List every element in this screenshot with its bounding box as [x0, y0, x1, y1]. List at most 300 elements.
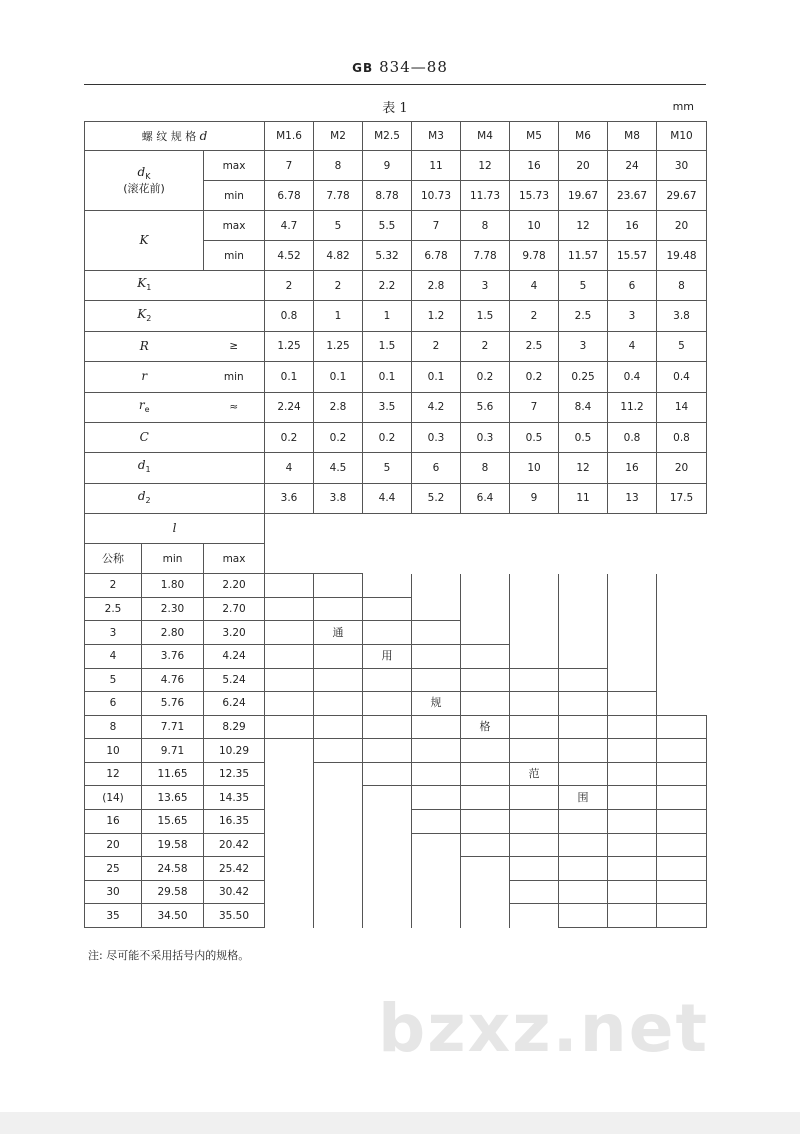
table-caption [84, 97, 706, 117]
range-cell [314, 857, 363, 881]
range-cell [657, 762, 707, 786]
param-label-symbol: R [139, 338, 149, 353]
length-value: (14) [85, 786, 142, 810]
param-value: 14 [657, 392, 707, 422]
range-cell [363, 621, 412, 645]
range-cell [461, 739, 510, 763]
length-value: 16 [85, 810, 142, 834]
range-cell [657, 833, 707, 857]
param-value: 8 [461, 453, 510, 483]
param-value: 2.8 [412, 271, 461, 301]
size-header-cell: M2.5 [363, 122, 412, 151]
k-min-value: 9.78 [510, 241, 559, 271]
k-label-symbol: K [139, 233, 149, 247]
param-value: 17.5 [657, 483, 707, 513]
k-max-value: 20 [657, 211, 707, 241]
k-min-value: 6.78 [412, 241, 461, 271]
range-cell [608, 833, 657, 857]
param-value: 3.8 [657, 301, 707, 331]
range-cell [608, 668, 657, 692]
param-value: 0.8 [265, 301, 314, 331]
range-cell [461, 668, 510, 692]
range-cell [265, 715, 314, 739]
range-cell [559, 762, 608, 786]
range-cell [510, 857, 559, 881]
range-cell [657, 621, 707, 645]
param-value: 0.1 [412, 362, 461, 392]
standard-number: 834—88 [379, 58, 448, 76]
range-cell [657, 692, 707, 716]
range-cell [363, 597, 412, 621]
range-cell [608, 880, 657, 904]
dk-min-value: 11.73 [461, 181, 510, 211]
range-cell [363, 833, 412, 857]
range-cell [510, 621, 559, 645]
param-label-symbol: r [141, 369, 148, 384]
param-value: 5 [657, 331, 707, 361]
param-value: 9 [510, 483, 559, 513]
range-cell [608, 762, 657, 786]
range-cell [363, 880, 412, 904]
param-row [85, 392, 707, 422]
length-value: 25 [85, 857, 142, 881]
range-cell [412, 739, 461, 763]
range-cell [265, 810, 314, 834]
param-label [85, 483, 204, 513]
length-header-row [85, 514, 707, 544]
dk-max-value: 11 [412, 151, 461, 181]
length-value: 3.20 [204, 621, 265, 645]
param-qualifier: ≥ [204, 331, 265, 361]
param-value: 3.6 [265, 483, 314, 513]
length-row [85, 621, 707, 645]
dk-min-value: 23.67 [608, 181, 657, 211]
range-label: 规 [430, 696, 442, 710]
dk-min-value: 10.73 [412, 181, 461, 211]
k-label [85, 211, 204, 271]
param-value: 1.25 [314, 331, 363, 361]
size-header-cell: M5 [510, 122, 559, 151]
dk-max-value: 8 [314, 151, 363, 181]
param-value: 6 [608, 271, 657, 301]
range-cell [314, 810, 363, 834]
param-row [85, 362, 707, 392]
length-col-label [142, 544, 204, 574]
range-cell [510, 762, 559, 786]
length-value: 30.42 [204, 880, 265, 904]
length-value: 4.24 [204, 644, 265, 668]
param-value: 0.4 [608, 362, 657, 392]
length-row [85, 810, 707, 834]
range-cell [510, 644, 559, 668]
dk-label-subscript: K [145, 172, 151, 182]
param-value: 2 [412, 331, 461, 361]
param-value: 2.5 [510, 331, 559, 361]
spec-table [84, 121, 707, 928]
range-cell [657, 786, 707, 810]
dk-label-symbol: d [137, 164, 146, 179]
range-cell [510, 880, 559, 904]
length-value: 12 [85, 762, 142, 786]
range-cell [657, 739, 707, 763]
length-value: 20.42 [204, 833, 265, 857]
range-cell [608, 857, 657, 881]
param-value: 2 [461, 331, 510, 361]
param-value: 8 [657, 271, 707, 301]
range-cell [559, 621, 608, 645]
range-cell [314, 644, 363, 668]
range-cell [363, 810, 412, 834]
range-cell [314, 833, 363, 857]
size-header-cell: M2 [314, 122, 363, 151]
length-value: 6.24 [204, 692, 265, 716]
length-value: 30 [85, 880, 142, 904]
length-value: 25.42 [204, 857, 265, 881]
param-label-symbol: r [138, 397, 145, 412]
range-cell [314, 574, 363, 598]
range-cell [363, 692, 412, 716]
range-cell [657, 857, 707, 881]
param-value: 0.4 [657, 362, 707, 392]
param-value: 0.1 [265, 362, 314, 392]
param-qualifier [204, 422, 265, 452]
range-cell [412, 574, 461, 598]
range-cell [657, 668, 707, 692]
param-value: 1.5 [461, 301, 510, 331]
range-cell [412, 692, 461, 716]
k-min-label: min [204, 241, 265, 271]
range-cell [608, 597, 657, 621]
length-value: 4 [85, 644, 142, 668]
param-value: 0.2 [461, 362, 510, 392]
param-label-subscript: 1 [146, 283, 152, 293]
length-value: 13.65 [142, 786, 204, 810]
param-value: 4.2 [412, 392, 461, 422]
range-cell [363, 644, 412, 668]
range-cell [461, 810, 510, 834]
length-value: 29.58 [142, 880, 204, 904]
dk-min-value: 6.78 [265, 181, 314, 211]
length-row [85, 880, 707, 904]
range-cell [363, 668, 412, 692]
length-value: 19.58 [142, 833, 204, 857]
k-min-value: 19.48 [657, 241, 707, 271]
length-value: 35.50 [204, 904, 265, 928]
range-cell [657, 880, 707, 904]
range-cell [657, 904, 707, 928]
range-cell [363, 715, 412, 739]
dk-max-value: 20 [559, 151, 608, 181]
range-cell [265, 762, 314, 786]
param-value: 13 [608, 483, 657, 513]
range-cell [559, 692, 608, 716]
range-cell [461, 786, 510, 810]
range-cell [657, 597, 707, 621]
range-cell [559, 644, 608, 668]
k-max-value: 7 [412, 211, 461, 241]
k-max-value: 4.7 [265, 211, 314, 241]
range-cell [363, 857, 412, 881]
range-cell [314, 904, 363, 928]
k-min-value: 7.78 [461, 241, 510, 271]
range-cell [559, 786, 608, 810]
range-cell [461, 597, 510, 621]
range-cell [265, 786, 314, 810]
param-label-symbol: d [137, 458, 146, 473]
blank-area [265, 514, 707, 574]
param-label-symbol: K [137, 306, 147, 321]
range-cell [363, 786, 412, 810]
size-header-cell: M1.6 [265, 122, 314, 151]
length-value: 11.65 [142, 762, 204, 786]
range-cell [461, 857, 510, 881]
range-cell [314, 621, 363, 645]
range-cell [510, 810, 559, 834]
param-value: 2 [265, 271, 314, 301]
range-cell [559, 739, 608, 763]
param-value: 1 [314, 301, 363, 331]
length-value: 3.76 [142, 644, 204, 668]
thread-spec-symbol: d [199, 128, 208, 143]
dk-max-value: 24 [608, 151, 657, 181]
thread-spec-header [85, 122, 265, 151]
param-value: 2.8 [314, 392, 363, 422]
range-cell [461, 574, 510, 598]
param-value: 2 [314, 271, 363, 301]
param-value: 0.5 [559, 422, 608, 452]
range-cell [412, 762, 461, 786]
length-value: 16.35 [204, 810, 265, 834]
range-cell [608, 810, 657, 834]
param-value: 5 [559, 271, 608, 301]
range-cell [559, 597, 608, 621]
range-cell [412, 715, 461, 739]
param-value: 0.1 [363, 362, 412, 392]
k-max-row [85, 211, 707, 241]
param-label [85, 422, 204, 452]
param-label [85, 271, 204, 301]
param-value: 0.8 [657, 422, 707, 452]
range-cell [412, 621, 461, 645]
length-value: 2.30 [142, 597, 204, 621]
length-row [85, 739, 707, 763]
length-value: 4.76 [142, 668, 204, 692]
range-cell [265, 857, 314, 881]
length-value: 2.20 [204, 574, 265, 598]
range-cell [265, 644, 314, 668]
param-qualifier [204, 453, 265, 483]
dk-min-value: 29.67 [657, 181, 707, 211]
length-value: 2 [85, 574, 142, 598]
dk-min-value: 7.78 [314, 181, 363, 211]
param-value: 5 [363, 453, 412, 483]
length-value: 8 [85, 715, 142, 739]
dk-min-value: 15.73 [510, 181, 559, 211]
length-value: 35 [85, 904, 142, 928]
size-header-cell: M3 [412, 122, 461, 151]
k-max-value: 12 [559, 211, 608, 241]
range-cell [461, 833, 510, 857]
length-row [85, 833, 707, 857]
range-cell [657, 715, 707, 739]
range-cell [608, 739, 657, 763]
length-row [85, 762, 707, 786]
range-cell [559, 833, 608, 857]
range-cell [608, 692, 657, 716]
param-value: 0.2 [363, 422, 412, 452]
param-qualifier [204, 483, 265, 513]
length-value: 2.5 [85, 597, 142, 621]
range-cell [510, 597, 559, 621]
range-cell [412, 644, 461, 668]
param-value: 0.3 [461, 422, 510, 452]
range-cell [461, 621, 510, 645]
range-cell [363, 904, 412, 928]
range-cell [314, 668, 363, 692]
range-cell [608, 621, 657, 645]
param-label-symbol: C [139, 430, 149, 445]
range-cell [314, 880, 363, 904]
range-cell [657, 810, 707, 834]
length-col-label-text: 公称 [102, 551, 124, 565]
length-value: 5.76 [142, 692, 204, 716]
range-cell [510, 715, 559, 739]
range-cell [314, 739, 363, 763]
range-cell [559, 715, 608, 739]
param-value: 0.8 [608, 422, 657, 452]
range-cell [510, 739, 559, 763]
k-min-value: 4.82 [314, 241, 363, 271]
dk-min-value: 19.67 [559, 181, 608, 211]
length-row [85, 668, 707, 692]
param-value: 7 [510, 392, 559, 422]
range-cell [412, 880, 461, 904]
size-header-cell: M8 [608, 122, 657, 151]
param-value: 0.25 [559, 362, 608, 392]
dk-max-value: 7 [265, 151, 314, 181]
param-value: 4 [265, 453, 314, 483]
param-value: 4 [510, 271, 559, 301]
param-value: 6 [412, 453, 461, 483]
dk-min-value: 8.78 [363, 181, 412, 211]
range-cell [265, 692, 314, 716]
param-value: 3 [461, 271, 510, 301]
range-cell [265, 880, 314, 904]
standard-code: GB [352, 61, 374, 75]
dk-min-label: min [204, 181, 265, 211]
standard-header [0, 58, 800, 76]
length-row [85, 644, 707, 668]
range-cell [265, 597, 314, 621]
param-value: 4.5 [314, 453, 363, 483]
range-label: 格 [479, 719, 491, 733]
range-cell [608, 715, 657, 739]
param-value: 3.8 [314, 483, 363, 513]
range-cell [265, 904, 314, 928]
param-label [85, 362, 204, 392]
param-value: 8.4 [559, 392, 608, 422]
length-value: 10.29 [204, 739, 265, 763]
param-value: 2 [510, 301, 559, 331]
range-cell [608, 904, 657, 928]
dk-max-value: 16 [510, 151, 559, 181]
param-label-subscript: 1 [145, 465, 151, 475]
length-value: 12.35 [204, 762, 265, 786]
k-min-value: 15.57 [608, 241, 657, 271]
range-cell [608, 574, 657, 598]
page-bottom-strip [0, 1112, 800, 1134]
length-value: 5.24 [204, 668, 265, 692]
param-value: 3 [559, 331, 608, 361]
length-value: 15.65 [142, 810, 204, 834]
range-cell [412, 786, 461, 810]
range-cell [559, 668, 608, 692]
k-max-label: max [204, 211, 265, 241]
range-cell [412, 904, 461, 928]
range-cell [559, 904, 608, 928]
param-value: 3.5 [363, 392, 412, 422]
range-cell [265, 668, 314, 692]
param-value: 1.5 [363, 331, 412, 361]
range-cell [412, 668, 461, 692]
range-cell [559, 574, 608, 598]
dk-label [85, 151, 204, 211]
length-value: 6 [85, 692, 142, 716]
length-value: 9.71 [142, 739, 204, 763]
param-value: 2.2 [363, 271, 412, 301]
length-row [85, 857, 707, 881]
k-max-value: 16 [608, 211, 657, 241]
range-label: 通 [332, 625, 344, 639]
range-cell [412, 597, 461, 621]
range-cell [461, 715, 510, 739]
range-cell [608, 644, 657, 668]
param-value: 5.6 [461, 392, 510, 422]
range-cell [314, 762, 363, 786]
dk-max-label: max [204, 151, 265, 181]
k-max-value: 8 [461, 211, 510, 241]
length-value: 14.35 [204, 786, 265, 810]
range-cell [314, 715, 363, 739]
param-label [85, 301, 204, 331]
range-cell [265, 739, 314, 763]
param-row [85, 331, 707, 361]
k-min-value: 5.32 [363, 241, 412, 271]
param-value: 2.5 [559, 301, 608, 331]
param-label [85, 392, 204, 422]
length-symbol-cell [85, 514, 265, 544]
param-row [85, 422, 707, 452]
table-title: 表 1 [382, 101, 408, 116]
header-rule [84, 84, 706, 85]
range-cell [657, 574, 707, 598]
param-value: 12 [559, 453, 608, 483]
param-value: 0.1 [314, 362, 363, 392]
param-value: 16 [608, 453, 657, 483]
param-label [85, 331, 204, 361]
length-value: 24.58 [142, 857, 204, 881]
length-row [85, 904, 707, 928]
length-value: 20 [85, 833, 142, 857]
range-cell [412, 833, 461, 857]
unit-label: mm [672, 100, 694, 113]
range-cell [657, 644, 707, 668]
range-cell [363, 574, 412, 598]
length-row [85, 715, 707, 739]
k-max-value: 10 [510, 211, 559, 241]
length-row [85, 574, 707, 598]
length-value: 3 [85, 621, 142, 645]
